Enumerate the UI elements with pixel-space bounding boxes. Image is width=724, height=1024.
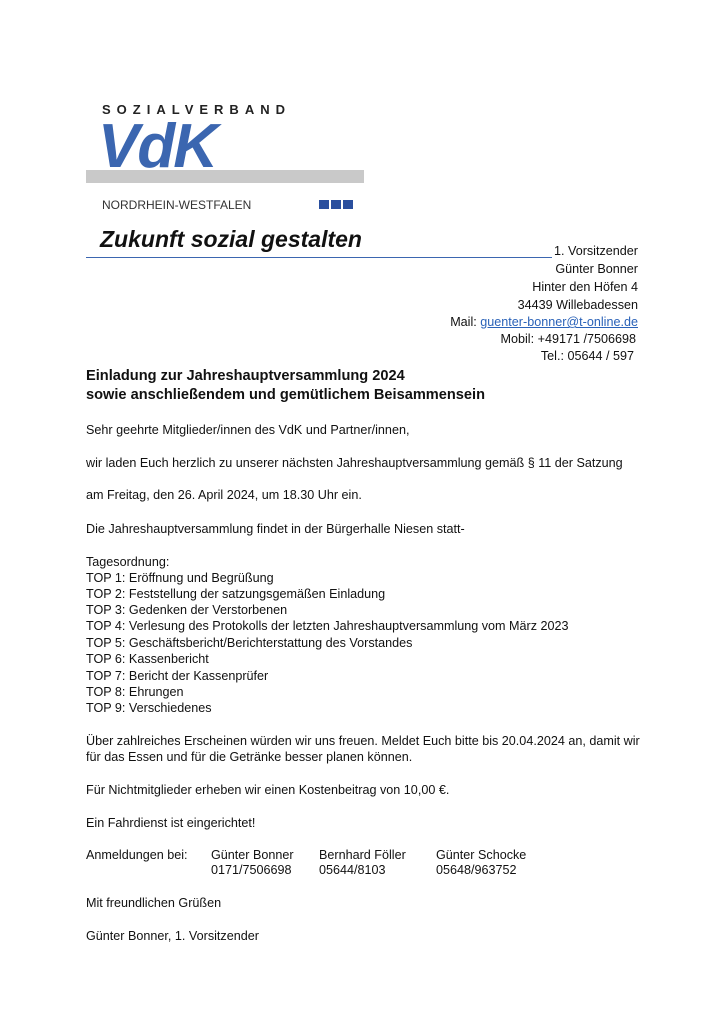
invitation-subtitle: sowie anschließendem und gemütlichem Beisammensein	[86, 387, 486, 403]
registration-label: Anmeldungen bei:	[86, 848, 188, 862]
agenda-item: TOP 7: Bericht der Kassenprüfer	[86, 669, 269, 683]
contact-phone: 0171/7506698	[211, 863, 292, 877]
agenda-item: TOP 3: Gedenken der Verstorbenen	[86, 603, 288, 617]
sender-mail-label: Mail:	[450, 315, 477, 329]
agenda-item: TOP 9: Verschiedenes	[86, 701, 212, 715]
agenda-item: TOP 2: Feststellung der satzungsgemäßen Einladung	[86, 587, 386, 601]
paragraph-1: wir laden Euch herzlich zu unserer nächsten Jahreshauptversammlung gemäß § 11 der Satzung	[86, 456, 623, 470]
contact-name: Günter Schocke	[436, 848, 527, 862]
logo-slogan: Zukunft sozial gestalten	[100, 226, 362, 252]
signature: Günter Bonner, 1. Vorsitzender	[86, 929, 259, 943]
header-divider	[86, 257, 552, 258]
contact-phone: 05644/8103	[319, 863, 386, 877]
logo-squares-icon	[319, 198, 355, 212]
paragraph-5: Für Nichtmitglieder erheben wir einen Kostenbeitrag von 10,00 €.	[86, 783, 450, 797]
contact-name: Bernhard Föller	[319, 848, 406, 862]
salutation: Sehr geehrte Mitglieder/innen des VdK und Partner/innen,	[86, 423, 410, 437]
contact-column	[319, 848, 406, 877]
agenda-item: TOP 8: Ehrungen	[86, 685, 184, 699]
sender-mail-link[interactable]: guenter-bonner@t-online.de	[480, 315, 638, 329]
closing: Mit freundlichen Grüßen	[86, 896, 222, 910]
logo-region-text: NORDRHEIN-WESTFALEN	[102, 198, 252, 212]
sender-phone: Tel.: 05644 / 597	[540, 349, 634, 363]
sender-mail-row	[450, 315, 638, 329]
agenda-item: TOP 5: Geschäftsbericht/Berichterstattung des Vorstandes	[86, 636, 413, 650]
contact-column	[436, 848, 526, 877]
sender-role: 1. Vorsitzender	[553, 244, 638, 258]
paragraph-3: Die Jahreshauptversammlung findet in der Bürgerhalle Niesen statt-	[86, 522, 465, 536]
contact-name: Günter Bonner	[211, 848, 294, 862]
sender-mobile: Mobil: +49171 /7506698	[500, 332, 636, 346]
agenda-item: TOP 6: Kassenbericht	[86, 652, 209, 666]
logo-top-text: SOZIALVERBAND	[102, 102, 291, 117]
agenda-item: TOP 4: Verlesung des Protokolls der letzten Jahreshauptversammlung vom März 2023	[86, 619, 569, 633]
contact-column	[211, 848, 294, 877]
sender-city: 34439 Willebadessen	[517, 298, 638, 312]
invitation-title: Einladung zur Jahreshauptversammlung 2024	[86, 368, 405, 384]
agenda-item: TOP 1: Eröffnung und Begrüßung	[86, 571, 274, 585]
contact-phone: 05648/963752	[436, 863, 517, 877]
paragraph-6: Ein Fahrdienst ist eingerichtet!	[86, 816, 256, 830]
paragraph-4b: für das Essen und für die Getränke besser planen können.	[86, 750, 413, 764]
paragraph-2: am Freitag, den 26. April 2024, um 18.30 Uhr ein.	[86, 488, 362, 502]
paragraph-4a: Über zahlreiches Erscheinen würden wir uns freuen. Meldet Euch bitte bis 20.04.2024 an, damit wir	[86, 734, 640, 748]
vdk-logo	[86, 98, 366, 258]
sender-name: Günter Bonner	[555, 262, 638, 276]
sender-street: Hinter den Höfen 4	[532, 280, 638, 294]
agenda-title: Tagesordnung:	[86, 555, 170, 569]
logo-vdk-text: VdK	[98, 112, 216, 181]
